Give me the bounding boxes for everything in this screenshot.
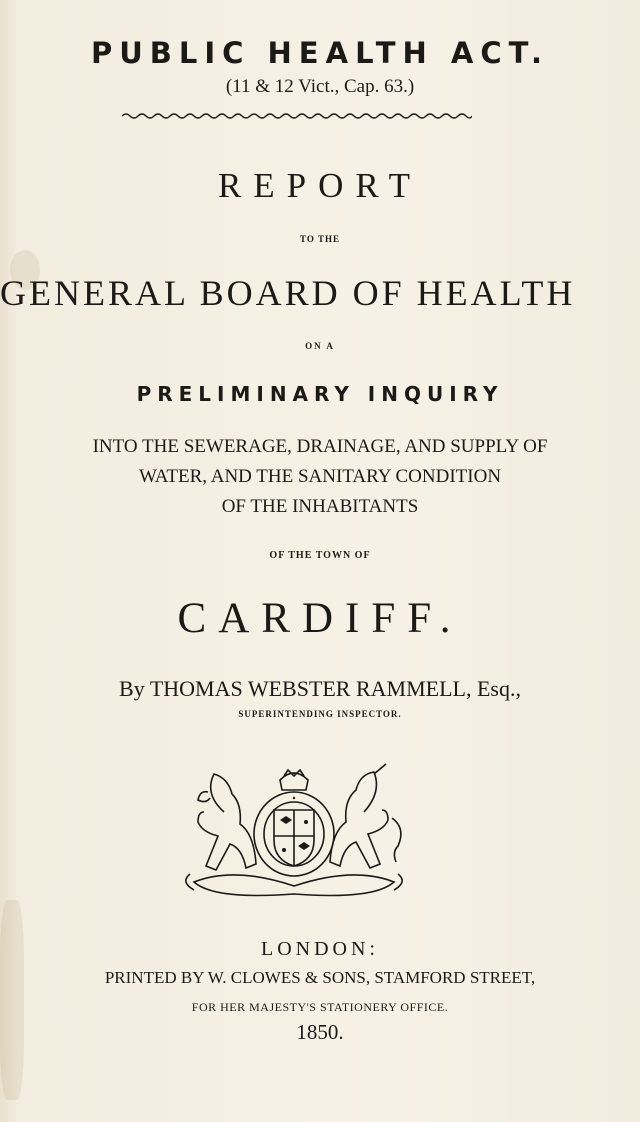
ornamental-rule	[122, 112, 472, 120]
town-name: CARDIFF.	[177, 595, 463, 642]
act-citation: (11 & 12 Vict., Cap. 63.)	[225, 76, 415, 97]
description-line: INTO THE SEWERAGE, DRAINAGE, AND SUPPLY OF	[92, 436, 548, 457]
act-title: PUBLIC HEALTH ACT.	[90, 36, 550, 70]
inquiry-title: PRELIMINARY INQUIRY	[136, 382, 504, 406]
board-title: GENERAL BOARD OF HEALTH	[0, 273, 576, 313]
town-of-label: OF THE TOWN OF	[269, 550, 371, 561]
imprint-office: FOR HER MAJESTY'S STATIONERY OFFICE.	[191, 1000, 449, 1014]
imprint-year: 1850.	[296, 1020, 344, 1044]
royal-coat-of-arms-icon	[164, 762, 424, 912]
to-the-label: TO THE	[300, 234, 340, 244]
description-line: OF THE INHABITANTS	[221, 496, 419, 517]
description-line: WATER, AND THE SANITARY CONDITION	[138, 466, 502, 487]
on-a-label: ON A	[305, 341, 335, 351]
author-name: THOMAS WEBSTER RAMMELL,	[149, 676, 472, 701]
author-role: SUPERINTENDING INSPECTOR.	[238, 709, 402, 719]
author-line	[0, 676, 640, 702]
by-label: By	[119, 676, 145, 701]
author-suffix: Esq.,	[476, 676, 521, 701]
imprint-city: LONDON:	[261, 938, 379, 960]
imprint-printer: PRINTED BY W. CLOWES & SONS, STAMFORD STREET,	[104, 968, 536, 987]
report-title: REPORT	[217, 166, 423, 205]
